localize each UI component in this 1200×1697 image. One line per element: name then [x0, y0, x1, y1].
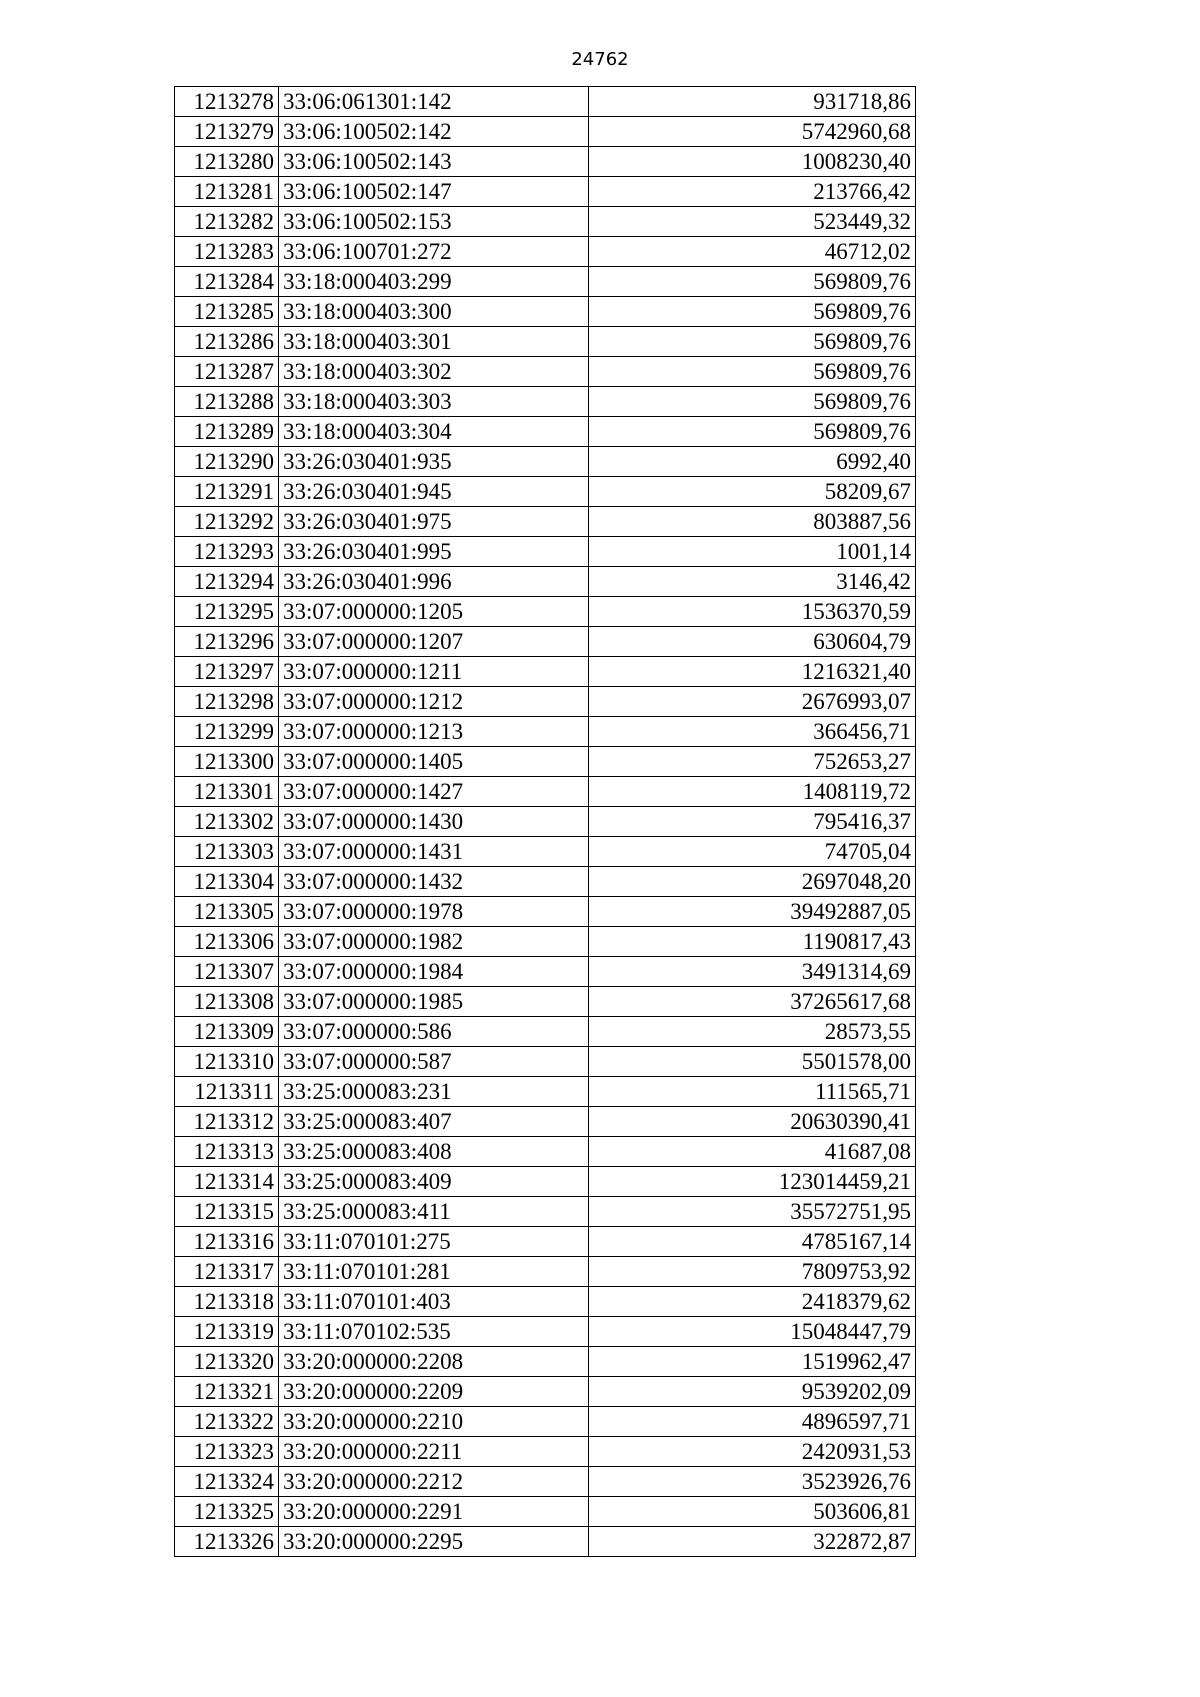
row-id-cell: 1213320	[175, 1347, 279, 1377]
value-cell: 1216321,40	[588, 657, 915, 687]
row-id-cell: 1213282	[175, 207, 279, 237]
row-id-cell: 1213314	[175, 1167, 279, 1197]
row-id-cell: 1213279	[175, 117, 279, 147]
table-row	[175, 327, 916, 357]
table-row	[175, 1167, 916, 1197]
value-cell: 15048447,79	[588, 1317, 915, 1347]
value-cell: 20630390,41	[588, 1107, 915, 1137]
cadastral-number-cell: 33:26:030401:996	[278, 567, 588, 597]
value-cell: 4896597,71	[588, 1407, 915, 1437]
table-row	[175, 207, 916, 237]
row-id-cell: 1213301	[175, 777, 279, 807]
table-row	[175, 717, 916, 747]
cadastral-number-cell: 33:06:100502:142	[278, 117, 588, 147]
row-id-cell: 1213300	[175, 747, 279, 777]
table-row	[175, 1197, 916, 1227]
row-id-cell: 1213306	[175, 927, 279, 957]
row-id-cell: 1213309	[175, 1017, 279, 1047]
value-cell: 6992,40	[588, 447, 915, 477]
table-row	[175, 1347, 916, 1377]
cadastral-number-cell: 33:20:000000:2295	[278, 1527, 588, 1557]
row-id-cell: 1213315	[175, 1197, 279, 1227]
row-id-cell: 1213298	[175, 687, 279, 717]
value-cell: 5742960,68	[588, 117, 915, 147]
row-id-cell: 1213293	[175, 537, 279, 567]
value-cell: 1519962,47	[588, 1347, 915, 1377]
value-cell: 2697048,20	[588, 867, 915, 897]
cadastral-number-cell: 33:25:000083:407	[278, 1107, 588, 1137]
value-cell: 503606,81	[588, 1497, 915, 1527]
row-id-cell: 1213281	[175, 177, 279, 207]
row-id-cell: 1213286	[175, 327, 279, 357]
cadastral-number-cell: 33:26:030401:975	[278, 507, 588, 537]
value-cell: 2676993,07	[588, 687, 915, 717]
cadastral-number-cell: 33:07:000000:1985	[278, 987, 588, 1017]
row-id-cell: 1213305	[175, 897, 279, 927]
row-id-cell: 1213285	[175, 297, 279, 327]
cadastral-number-cell: 33:25:000083:409	[278, 1167, 588, 1197]
value-cell: 569809,76	[588, 387, 915, 417]
table-row	[175, 627, 916, 657]
value-cell: 3523926,76	[588, 1467, 915, 1497]
table-row	[175, 1137, 916, 1167]
row-id-cell: 1213307	[175, 957, 279, 987]
row-id-cell: 1213302	[175, 807, 279, 837]
cadastral-number-cell: 33:25:000083:411	[278, 1197, 588, 1227]
value-cell: 3146,42	[588, 567, 915, 597]
value-cell: 2418379,62	[588, 1287, 915, 1317]
table-row	[175, 1227, 916, 1257]
row-id-cell: 1213283	[175, 237, 279, 267]
value-cell: 569809,76	[588, 327, 915, 357]
cadastral-number-cell: 33:06:061301:142	[278, 87, 588, 117]
value-cell: 58209,67	[588, 477, 915, 507]
cadastral-number-cell: 33:07:000000:1432	[278, 867, 588, 897]
table-row	[175, 1017, 916, 1047]
value-cell: 1190817,43	[588, 927, 915, 957]
table-row	[175, 1257, 916, 1287]
table-row	[175, 657, 916, 687]
row-id-cell: 1213284	[175, 267, 279, 297]
table-row	[175, 1377, 916, 1407]
cadastral-number-cell: 33:26:030401:995	[278, 537, 588, 567]
table-row	[175, 867, 916, 897]
table-row	[175, 147, 916, 177]
value-cell: 366456,71	[588, 717, 915, 747]
cadastral-number-cell: 33:06:100701:272	[278, 237, 588, 267]
cadastral-number-cell: 33:25:000083:231	[278, 1077, 588, 1107]
value-cell: 569809,76	[588, 297, 915, 327]
table-row	[175, 237, 916, 267]
row-id-cell: 1213322	[175, 1407, 279, 1437]
value-cell: 1001,14	[588, 537, 915, 567]
row-id-cell: 1213325	[175, 1497, 279, 1527]
value-cell: 630604,79	[588, 627, 915, 657]
value-cell: 5501578,00	[588, 1047, 915, 1077]
value-cell: 523449,32	[588, 207, 915, 237]
row-id-cell: 1213290	[175, 447, 279, 477]
cadastral-number-cell: 33:07:000000:1213	[278, 717, 588, 747]
row-id-cell: 1213295	[175, 597, 279, 627]
value-cell: 41687,08	[588, 1137, 915, 1167]
value-cell: 74705,04	[588, 837, 915, 867]
row-id-cell: 1213324	[175, 1467, 279, 1497]
value-cell: 569809,76	[588, 357, 915, 387]
table-row	[175, 1497, 916, 1527]
row-id-cell: 1213319	[175, 1317, 279, 1347]
table-row	[175, 447, 916, 477]
value-cell: 4785167,14	[588, 1227, 915, 1257]
table-row	[175, 357, 916, 387]
table-row	[175, 117, 916, 147]
table-row	[175, 1527, 916, 1557]
value-cell: 39492887,05	[588, 897, 915, 927]
cadastral-number-cell: 33:07:000000:1405	[278, 747, 588, 777]
cadastral-number-cell: 33:11:070101:403	[278, 1287, 588, 1317]
cadastral-number-cell: 33:18:000403:299	[278, 267, 588, 297]
row-id-cell: 1213296	[175, 627, 279, 657]
cadastral-number-cell: 33:18:000403:302	[278, 357, 588, 387]
row-id-cell: 1213313	[175, 1137, 279, 1167]
value-cell: 213766,42	[588, 177, 915, 207]
row-id-cell: 1213292	[175, 507, 279, 537]
cadastral-number-cell: 33:07:000000:587	[278, 1047, 588, 1077]
cadastral-number-cell: 33:20:000000:2210	[278, 1407, 588, 1437]
row-id-cell: 1213280	[175, 147, 279, 177]
row-id-cell: 1213326	[175, 1527, 279, 1557]
cadastral-number-cell: 33:07:000000:1978	[278, 897, 588, 927]
table-row	[175, 417, 916, 447]
cadastral-number-cell: 33:07:000000:1982	[278, 927, 588, 957]
value-cell: 569809,76	[588, 267, 915, 297]
table-row	[175, 897, 916, 927]
cadastral-number-cell: 33:18:000403:303	[278, 387, 588, 417]
row-id-cell: 1213291	[175, 477, 279, 507]
cadastral-number-cell: 33:11:070101:281	[278, 1257, 588, 1287]
row-id-cell: 1213297	[175, 657, 279, 687]
table-row	[175, 1467, 916, 1497]
cadastral-number-cell: 33:07:000000:1431	[278, 837, 588, 867]
value-cell: 9539202,09	[588, 1377, 915, 1407]
cadastral-number-cell: 33:26:030401:935	[278, 447, 588, 477]
value-cell: 46712,02	[588, 237, 915, 267]
table-row	[175, 1107, 916, 1137]
row-id-cell: 1213303	[175, 837, 279, 867]
table-row	[175, 387, 916, 417]
cadastral-number-cell: 33:07:000000:1205	[278, 597, 588, 627]
table-body	[175, 87, 916, 1557]
row-id-cell: 1213312	[175, 1107, 279, 1137]
table-row	[175, 177, 916, 207]
cadastral-number-cell: 33:06:100502:143	[278, 147, 588, 177]
cadastral-number-cell: 33:20:000000:2208	[278, 1347, 588, 1377]
table-row	[175, 1437, 916, 1467]
table-row	[175, 1407, 916, 1437]
cadastral-number-cell: 33:20:000000:2209	[278, 1377, 588, 1407]
table-row	[175, 807, 916, 837]
table-row	[175, 747, 916, 777]
cadastral-number-cell: 33:20:000000:2291	[278, 1497, 588, 1527]
cadastral-number-cell: 33:18:000403:304	[278, 417, 588, 447]
row-id-cell: 1213294	[175, 567, 279, 597]
row-id-cell: 1213323	[175, 1437, 279, 1467]
row-id-cell: 1213278	[175, 87, 279, 117]
table-row	[175, 687, 916, 717]
table-row	[175, 1047, 916, 1077]
value-cell: 111565,71	[588, 1077, 915, 1107]
table-row	[175, 597, 916, 627]
row-id-cell: 1213304	[175, 867, 279, 897]
table-row	[175, 927, 916, 957]
cadastral-number-cell: 33:18:000403:300	[278, 297, 588, 327]
row-id-cell: 1213310	[175, 1047, 279, 1077]
table-row	[175, 87, 916, 117]
cadastral-number-cell: 33:25:000083:408	[278, 1137, 588, 1167]
row-id-cell: 1213288	[175, 387, 279, 417]
cadastral-number-cell: 33:06:100502:153	[278, 207, 588, 237]
cadastral-number-cell: 33:07:000000:586	[278, 1017, 588, 1047]
cadastral-number-cell: 33:06:100502:147	[278, 177, 588, 207]
row-id-cell: 1213308	[175, 987, 279, 1017]
value-cell: 322872,87	[588, 1527, 915, 1557]
value-cell: 37265617,68	[588, 987, 915, 1017]
cadastral-number-cell: 33:07:000000:1207	[278, 627, 588, 657]
table-row	[175, 507, 916, 537]
table-row	[175, 1287, 916, 1317]
table-row	[175, 837, 916, 867]
value-cell: 7809753,92	[588, 1257, 915, 1287]
value-cell: 1008230,40	[588, 147, 915, 177]
row-id-cell: 1213317	[175, 1257, 279, 1287]
table-row	[175, 267, 916, 297]
value-cell: 35572751,95	[588, 1197, 915, 1227]
cadastral-number-cell: 33:20:000000:2211	[278, 1437, 588, 1467]
table-row	[175, 297, 916, 327]
value-cell: 123014459,21	[588, 1167, 915, 1197]
cadastral-number-cell: 33:07:000000:1212	[278, 687, 588, 717]
table-row	[175, 537, 916, 567]
cadastral-number-cell: 33:18:000403:301	[278, 327, 588, 357]
value-cell: 2420931,53	[588, 1437, 915, 1467]
value-cell: 931718,86	[588, 87, 915, 117]
cadastral-number-cell: 33:07:000000:1211	[278, 657, 588, 687]
row-id-cell: 1213311	[175, 1077, 279, 1107]
row-id-cell: 1213321	[175, 1377, 279, 1407]
table-row	[175, 777, 916, 807]
table-row	[175, 567, 916, 597]
value-cell: 569809,76	[588, 417, 915, 447]
table-row	[175, 987, 916, 1017]
data-table	[174, 86, 916, 1557]
table-row	[175, 1077, 916, 1107]
table-row	[175, 1317, 916, 1347]
value-cell: 803887,56	[588, 507, 915, 537]
page-number: 24762	[571, 49, 629, 70]
value-cell: 3491314,69	[588, 957, 915, 987]
table-row	[175, 477, 916, 507]
cadastral-number-cell: 33:20:000000:2212	[278, 1467, 588, 1497]
cadastral-number-cell: 33:07:000000:1427	[278, 777, 588, 807]
row-id-cell: 1213289	[175, 417, 279, 447]
value-cell: 28573,55	[588, 1017, 915, 1047]
cadastral-number-cell: 33:07:000000:1430	[278, 807, 588, 837]
cadastral-number-cell: 33:11:070102:535	[278, 1317, 588, 1347]
value-cell: 1536370,59	[588, 597, 915, 627]
cadastral-number-cell: 33:11:070101:275	[278, 1227, 588, 1257]
row-id-cell: 1213316	[175, 1227, 279, 1257]
cadastral-number-cell: 33:26:030401:945	[278, 477, 588, 507]
row-id-cell: 1213287	[175, 357, 279, 387]
value-cell: 1408119,72	[588, 777, 915, 807]
row-id-cell: 1213299	[175, 717, 279, 747]
row-id-cell: 1213318	[175, 1287, 279, 1317]
cadastral-number-cell: 33:07:000000:1984	[278, 957, 588, 987]
value-cell: 752653,27	[588, 747, 915, 777]
table-row	[175, 957, 916, 987]
value-cell: 795416,37	[588, 807, 915, 837]
